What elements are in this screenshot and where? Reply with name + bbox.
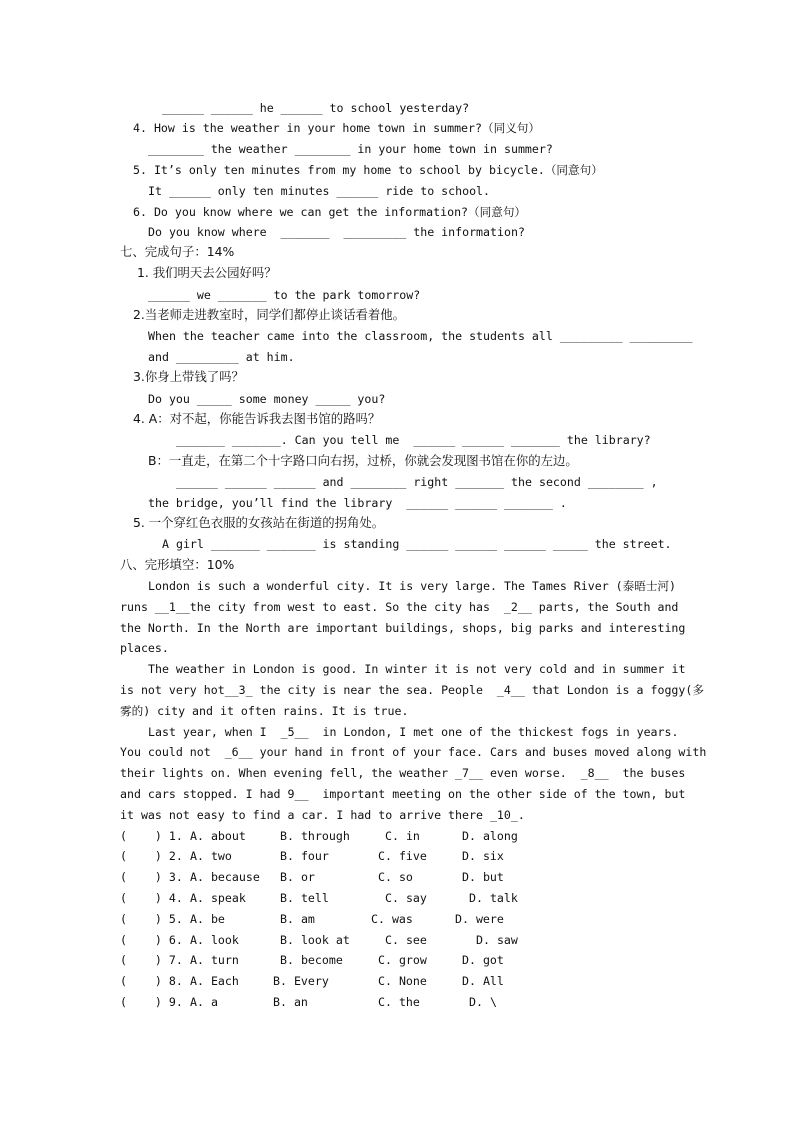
choice-number: ( ) 8. — [120, 974, 183, 988]
section8-heading: 八、完形填空：10% — [120, 557, 235, 572]
option-b: B. am — [280, 912, 315, 926]
choice-number: ( ) 2. — [120, 849, 183, 863]
passage-line: and cars stopped. I had 9__ important meeting on the other side of the town, but — [120, 787, 686, 801]
option-a: A. a — [190, 995, 218, 1009]
question-line: 4. How is the weather in your home town in summer?（同义句） — [133, 121, 540, 135]
section7-line: 4. A：对不起，你能告诉我去图书馆的路吗？ — [133, 411, 381, 426]
passage-line: 雾的) city and it often rains. It is true. — [120, 704, 409, 718]
option-c: C. None — [378, 974, 427, 988]
option-d: D. were — [455, 912, 504, 926]
option-a: A. two — [190, 849, 232, 863]
passage-line: is not very hot__3_ the city is near the sea. People _4__ that London is a foggy(多 — [120, 683, 704, 697]
option-a: A. speak — [190, 891, 246, 905]
option-b: B. four — [280, 849, 329, 863]
option-a: A. be — [190, 912, 225, 926]
option-c: C. say — [385, 891, 427, 905]
section7-line: ______ ______ ______ and ________ right _______ the second ________ , — [176, 475, 658, 489]
option-a: A. because — [190, 870, 260, 884]
option-d: D. along — [462, 829, 518, 843]
passage-line: it was not easy to find a car. I had to arrive there _10_. — [120, 808, 525, 822]
option-d: D. got — [462, 953, 504, 967]
section7-heading: 七、完成句子：14% — [120, 244, 235, 259]
option-c: C. grow — [378, 953, 427, 967]
choice-number: ( ) 9. — [120, 995, 183, 1009]
option-c: C. five — [378, 849, 427, 863]
passage-line: the North. In the North are important buildings, shops, big parks and interesting — [120, 621, 686, 635]
choice-number: ( ) 7. — [120, 953, 183, 967]
option-a: A. about — [190, 829, 246, 843]
option-b: B. tell — [280, 891, 329, 905]
option-a: A. turn — [190, 953, 239, 967]
option-d: D. All — [462, 974, 504, 988]
section7-line: B：一直走，在第二个十字路口向右拐，过桥，你就会发现图书馆在你的左边。 — [148, 453, 578, 468]
option-a: A. look — [190, 933, 239, 947]
passage-line: The weather in London is good. In winter it is not very cold and in summer it — [148, 662, 686, 676]
question-line: ______ ______ he ______ to school yesterday? — [162, 101, 470, 115]
section7-line: When the teacher came into the classroom, the students all _________ _________ — [148, 329, 693, 343]
choice-number: ( ) 3. — [120, 870, 183, 884]
option-d: D. six — [462, 849, 504, 863]
option-d: D. talk — [469, 891, 518, 905]
option-b: B. become — [280, 953, 343, 967]
passage-line: London is such a wonderful city. It is very large. The Tames River (泰晤士河) — [148, 579, 676, 593]
option-c: C. see — [385, 933, 427, 947]
option-b: B. Every — [273, 974, 329, 988]
section7-line: _______ _______. Can you tell me ______ ______ _______ the library? — [176, 433, 651, 447]
option-b: B. or — [280, 870, 315, 884]
section7-line: Do you _____ some money _____ you? — [148, 392, 386, 406]
section7-line: ______ we _______ to the park tomorrow? — [148, 288, 421, 302]
section7-line: 3.你身上带钱了吗？ — [133, 369, 244, 384]
choice-number: ( ) 5. — [120, 912, 183, 926]
choice-number: ( ) 4. — [120, 891, 183, 905]
choice-number: ( ) 6. — [120, 933, 183, 947]
option-c: C. the — [378, 995, 420, 1009]
option-c: C. was — [371, 912, 413, 926]
section7-line: the bridge, you’ll find the library ______ ______ _______ . — [148, 496, 567, 510]
passage-line: places. — [120, 641, 169, 655]
option-a: A. Each — [190, 974, 239, 988]
question-line: 6. Do you know where we can get the information?（同意句） — [133, 205, 527, 219]
question-line: It ______ only ten minutes ______ ride to school. — [148, 184, 491, 198]
section7-line: and _________ at him. — [148, 350, 295, 364]
option-b: B. an — [273, 995, 308, 1009]
option-c: C. so — [378, 870, 413, 884]
option-d: D. but — [462, 870, 504, 884]
section7-line: A girl _______ _______ is standing ______ ______ ______ _____ the street. — [162, 537, 672, 551]
option-b: B. look at — [280, 933, 350, 947]
passage-line: You could not _6__ your hand in front of your face. Cars and buses moved along with — [120, 745, 707, 759]
question-line: Do you know where _______ _________ the information? — [148, 225, 525, 239]
option-d: D. \ — [469, 995, 497, 1009]
passage-line: Last year, when I _5__ in London, I met one of the thickest fogs in years. — [148, 725, 679, 739]
option-b: B. through — [280, 829, 350, 843]
section7-line: 5. 一个穿红色衣服的女孩站在街道的拐角处。 — [133, 515, 385, 530]
choice-number: ( ) 1. — [120, 829, 183, 843]
passage-line: runs __1__the city from west to east. So the city has _2__ parts, the South and — [120, 600, 679, 614]
option-d: D. saw — [476, 933, 518, 947]
question-line: ________ the weather ________ in your home town in summer? — [148, 142, 553, 156]
section7-line: 2.当老师走进教室时，同学们都停止谈话看着他。 — [133, 307, 406, 322]
option-c: C. in — [385, 829, 420, 843]
question-line: 5. It’s only ten minutes from my home to school by bicycle.（同意句） — [133, 163, 603, 177]
section7-line: 1. 我们明天去公园好吗？ — [137, 265, 277, 280]
passage-line: their lights on. When evening fell, the weather _7__ even worse. _8__ the buses — [120, 766, 686, 780]
